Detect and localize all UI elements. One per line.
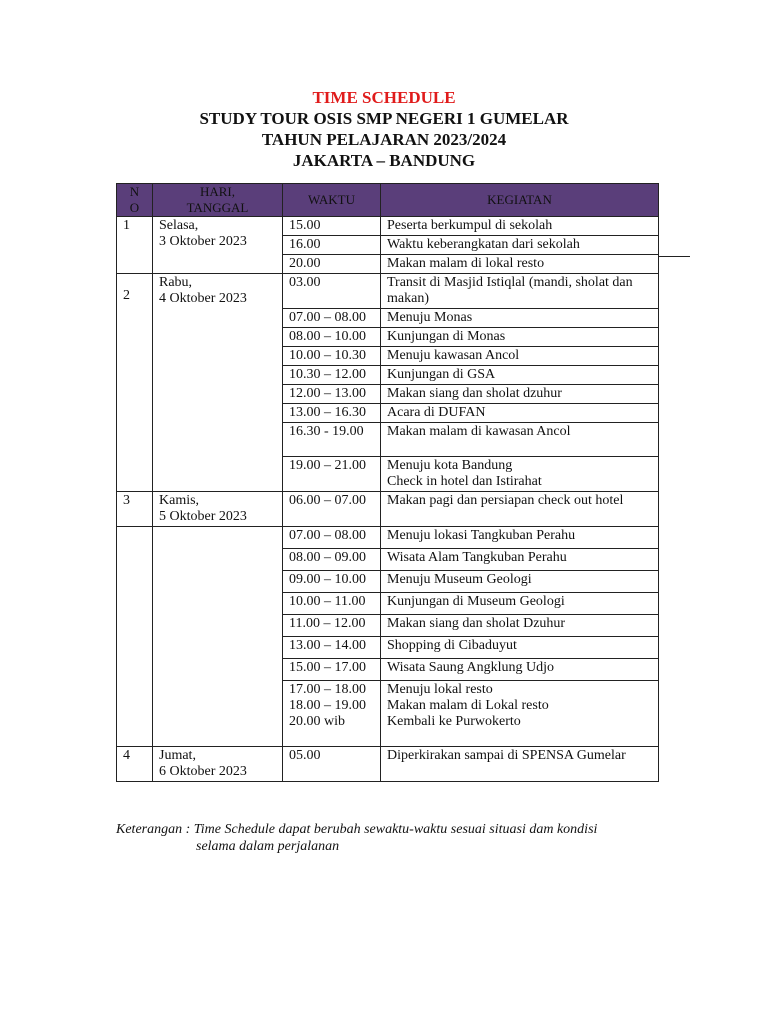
activity-cell: Diperkirakan sampai di SPENSA Gumelar xyxy=(381,747,659,782)
time-cell: 03.00 xyxy=(283,274,381,309)
header-activity: KEGIATAN xyxy=(381,184,659,217)
activity-cell: Waktu keberangkatan dari sekolah xyxy=(381,236,659,255)
activity-cell: Kunjungan di GSA xyxy=(381,366,659,385)
day-number: 4 xyxy=(117,747,153,782)
time-cell: 10.30 – 12.00 xyxy=(283,366,381,385)
activity-cell: Transit di Masjid Istiqlal (mandi, sholat dan makan) xyxy=(381,274,659,309)
activity-cell: Menuju lokal resto Makan malam di Lokal resto Kembali ke Purwokerto xyxy=(381,681,659,747)
activity-cell: Menuju kota Bandung Check in hotel dan Istirahat xyxy=(381,457,659,492)
activity-cell: Menuju kawasan Ancol xyxy=(381,347,659,366)
activity-cell: Peserta berkumpul di sekolah xyxy=(381,217,659,236)
note-line-2: selama dalam perjalanan xyxy=(196,839,340,854)
day-date-empty xyxy=(153,527,283,747)
activity-cell: Makan malam di lokal resto xyxy=(381,255,659,274)
table-header-row xyxy=(117,184,659,217)
day-number-empty xyxy=(117,527,153,747)
day-date: Selasa, 3 Oktober 2023 xyxy=(153,217,283,274)
document-title: TIME SCHEDULE xyxy=(312,88,456,107)
day-date: Rabu, 4 Oktober 2023 xyxy=(153,274,283,492)
activity-cell: Kunjungan di Monas xyxy=(381,328,659,347)
time-cell: 07.00 – 08.00 xyxy=(283,527,381,549)
day-number: 3 xyxy=(117,492,153,527)
time-cell: 15.00 xyxy=(283,217,381,236)
header-no: N O xyxy=(117,184,153,217)
day-date: Jumat, 6 Oktober 2023 xyxy=(153,747,283,782)
table-row xyxy=(117,274,659,309)
table-row xyxy=(117,747,659,782)
activity-cell: Menuju lokasi Tangkuban Perahu xyxy=(381,527,659,549)
day-date: Kamis, 5 Oktober 2023 xyxy=(153,492,283,527)
document-header xyxy=(0,87,768,171)
activity-cell: Makan pagi dan persiapan check out hotel xyxy=(381,492,659,527)
route: JAKARTA – BANDUNG xyxy=(292,151,476,170)
academic-year: TAHUN PELAJARAN 2023/2024 xyxy=(261,130,507,149)
activity-cell: Acara di DUFAN xyxy=(381,404,659,423)
time-cell: 19.00 – 21.00 xyxy=(283,457,381,492)
stray-rule-line xyxy=(659,256,690,257)
time-cell: 16.00 xyxy=(283,236,381,255)
table-row xyxy=(117,217,659,236)
time-cell: 16.30 - 19.00 xyxy=(283,423,381,457)
table-row xyxy=(117,492,659,527)
time-cell: 06.00 – 07.00 xyxy=(283,492,381,527)
time-cell: 11.00 – 12.00 xyxy=(283,615,381,637)
time-cell: 17.00 – 18.00 18.00 – 19.00 20.00 wib xyxy=(283,681,381,747)
time-cell: 13.00 – 16.30 xyxy=(283,404,381,423)
time-cell: 10.00 – 11.00 xyxy=(283,593,381,615)
activity-cell: Makan siang dan sholat Dzuhur xyxy=(381,615,659,637)
header-day: HARI, TANGGAL xyxy=(153,184,283,217)
time-cell: 10.00 – 10.30 xyxy=(283,347,381,366)
activity-cell: Shopping di Cibaduyut xyxy=(381,637,659,659)
time-cell: 20.00 xyxy=(283,255,381,274)
time-cell: 05.00 xyxy=(283,747,381,782)
time-cell: 07.00 – 08.00 xyxy=(283,309,381,328)
time-cell: 13.00 – 14.00 xyxy=(283,637,381,659)
time-cell: 08.00 – 10.00 xyxy=(283,328,381,347)
activity-cell: Kunjungan di Museum Geologi xyxy=(381,593,659,615)
activity-cell: Makan malam di kawasan Ancol xyxy=(381,423,659,457)
header-time: WAKTU xyxy=(283,184,381,217)
time-cell: 15.00 – 17.00 xyxy=(283,659,381,681)
activity-cell: Wisata Alam Tangkuban Perahu xyxy=(381,549,659,571)
day-number: 1 xyxy=(117,217,153,274)
table-row xyxy=(117,527,659,549)
time-cell: 12.00 – 13.00 xyxy=(283,385,381,404)
note-line-1: Keterangan : Time Schedule dapat berubah sewaktu-waktu sesuai situasi dam kondisi xyxy=(116,822,598,837)
activity-cell: Wisata Saung Angklung Udjo xyxy=(381,659,659,681)
time-cell: 09.00 – 10.00 xyxy=(283,571,381,593)
schedule-table xyxy=(116,183,659,782)
day-number: 2 xyxy=(117,274,153,492)
activity-cell: Makan siang dan sholat dzuhur xyxy=(381,385,659,404)
activity-cell: Menuju Monas xyxy=(381,309,659,328)
activity-cell: Menuju Museum Geologi xyxy=(381,571,659,593)
note xyxy=(116,821,736,855)
time-cell: 08.00 – 09.00 xyxy=(283,549,381,571)
document-subtitle: STUDY TOUR OSIS SMP NEGERI 1 GUMELAR xyxy=(199,109,569,128)
